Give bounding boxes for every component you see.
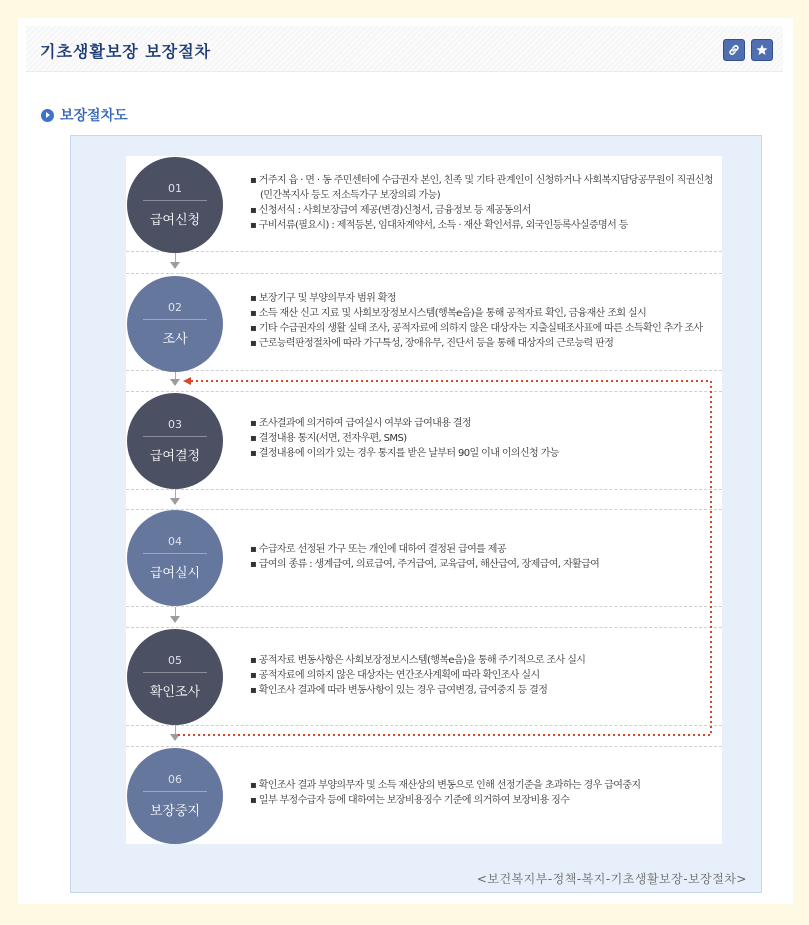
circle-divider <box>143 200 207 201</box>
circle-divider <box>143 553 207 554</box>
step-line: ▪ 결정내용 통지(서면, 전자우편, SMS) <box>250 433 407 444</box>
step-line: ▪ 근로능력판정절차에 따라 가구특성, 장애유무, 진단서 등을 통해 대상자의 근로능력 판정 <box>250 338 614 349</box>
step-name: 급여신청 <box>149 213 201 228</box>
step-line: ▪ 구비서류(필요시) : 제적등본, 임대차계약서, 소득 · 재산 확인서류, 외국인등록사실증명서 등 <box>250 220 628 231</box>
page-title: 기초생활보장 보장절차 <box>40 42 212 61</box>
arrow-circle-icon <box>41 109 54 122</box>
step-line: (민간복지사 등도 저소득가구 보장의뢰 가능) <box>260 190 440 201</box>
link-icon <box>727 43 741 57</box>
step-line: ▪ 공적자료에 의하지 않은 대상자는 연간조사계획에 따라 확인조사 실시 <box>250 670 540 681</box>
step-line: ▪ 신청서식 : 사회보장급여 제공(변경)신청서, 금융정보 등 제공동의서 <box>250 205 531 216</box>
step-name: 확인조사 <box>149 685 201 700</box>
step-line: ▪ 공적자료 변동사항은 사회보장정보시스템(행복e음)을 통해 주기적으로 조사 실시 <box>250 655 586 666</box>
bookmark-button[interactable] <box>751 39 773 61</box>
procedure-frame <box>70 135 762 893</box>
step-05-description <box>250 653 585 698</box>
content-card <box>18 18 793 904</box>
step-name: 급여결정 <box>149 449 201 464</box>
step-line: ▪ 확인조사 결과 부양의무자 및 소득 재산상의 변동으로 인해 선정기준을 초과하는 경우 급여중지 <box>250 780 641 791</box>
step-number: 02 <box>168 301 182 314</box>
step-circle-05 <box>127 629 223 725</box>
step-04-description <box>250 542 599 572</box>
step-02-description <box>250 291 703 351</box>
step-circle-06 <box>127 748 223 844</box>
step-01-description <box>250 173 713 233</box>
circle-divider <box>143 436 207 437</box>
step-circle-01 <box>127 157 223 253</box>
circle-divider <box>143 672 207 673</box>
circle-divider <box>143 791 207 792</box>
procedure-diagram <box>126 156 722 844</box>
step-name: 조사 <box>162 332 188 347</box>
step-line: ▪ 거주지 읍 · 면 · 동 주민센터에 수급권자 본인, 친족 및 기타 관계인이 신청하거나 사회복지담당공무원이 직권신청 <box>250 175 713 186</box>
step-number: 03 <box>168 418 182 431</box>
section-heading <box>41 105 128 125</box>
step-number: 01 <box>168 182 182 195</box>
step-name: 급여실시 <box>149 566 201 581</box>
step-line: ▪ 소득 재산 신고 지료 및 사회보장정보시스템(행복e음)을 통해 공적자료 확인, 금융재산 조회 실시 <box>250 308 647 319</box>
step-line: ▪ 결정내용에 이의가 있는 경우 통지를 받은 날부터 90일 이내 이의신청 가능 <box>250 448 559 459</box>
source-caption: <보건복지부-정책-복지-기초생활보장-보장절차> <box>476 872 747 886</box>
step-line: ▪ 급여의 종류 : 생계급여, 의료급여, 주거급여, 교육급여, 해산급여, 장제급여, 자활급여 <box>250 559 600 570</box>
step-circle-03 <box>127 393 223 489</box>
step-circle-04 <box>127 510 223 606</box>
copy-link-button[interactable] <box>723 39 745 61</box>
step-number: 06 <box>168 773 182 786</box>
step-name: 보장중지 <box>149 804 201 819</box>
step-number: 05 <box>168 654 182 667</box>
feedback-loop-arrow <box>126 156 722 844</box>
step-line: ▪ 확인조사 결과에 따라 변동사항이 있는 경우 급여변경, 급여중지 등 결정 <box>250 685 548 696</box>
section-title: 보장절차도 <box>60 108 128 124</box>
step-line: ▪ 수급자로 선정된 가구 또는 개인에 대하여 결정된 급여를 제공 <box>250 544 506 555</box>
step-06-description <box>250 778 640 808</box>
step-line: ▪ 일부 부정수급자 등에 대하여는 보장비용징수 기준에 의거하여 보장비용 징수 <box>250 795 570 806</box>
step-circle-02 <box>127 276 223 372</box>
star-icon <box>755 43 769 57</box>
step-line: ▪ 보장기구 및 부양의무자 범위 확정 <box>250 293 396 304</box>
page-header <box>26 26 783 72</box>
step-number: 04 <box>168 535 182 548</box>
step-03-description <box>250 416 559 461</box>
step-line: ▪ 기타 수급권자의 생활 실태 조사, 공적자료에 의하지 않은 대상자는 지출실태조사표에 따른 소득확인 추가 조사 <box>250 323 703 334</box>
step-line: ▪ 조사결과에 의거하여 급여실시 여부와 급여내용 결정 <box>250 418 471 429</box>
circle-divider <box>143 319 207 320</box>
